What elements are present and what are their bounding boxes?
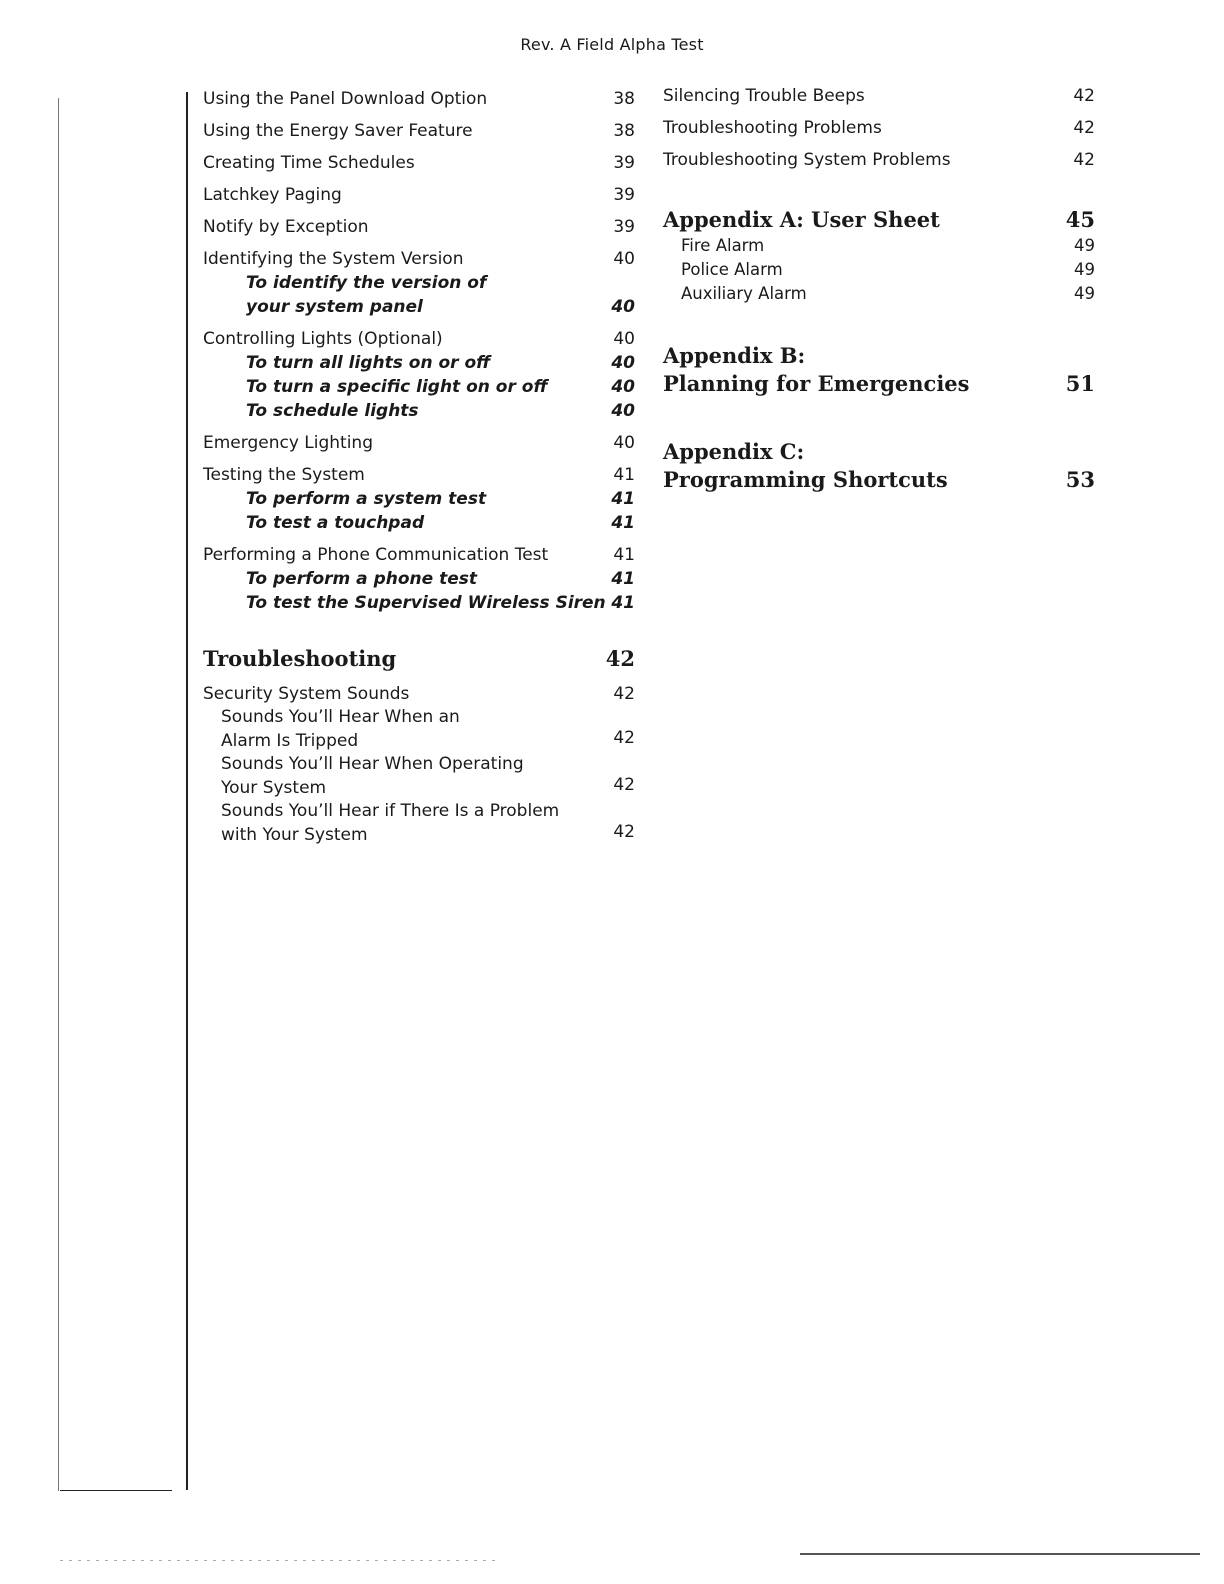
toc-subentry-label: To identify the version of — [246, 273, 487, 293]
toc-subentry-page: 49 — [1074, 284, 1095, 303]
toc-entry-label: Troubleshooting System Problems — [663, 150, 951, 170]
toc-subentry[interactable] — [203, 706, 635, 753]
section-title: Troubleshooting — [203, 646, 397, 671]
toc-entry[interactable] — [203, 544, 635, 567]
toc-entry-label: Latchkey Paging — [203, 185, 342, 205]
toc-subentry[interactable] — [203, 511, 635, 535]
toc-entry-page: 41 — [613, 465, 635, 485]
toc-subentry[interactable] — [203, 567, 635, 591]
toc-entry-page: 40 — [613, 249, 635, 269]
toc-subentry[interactable] — [203, 753, 635, 800]
toc-subentry-page: 42 — [613, 775, 635, 795]
toc-entry-page: 40 — [613, 433, 635, 453]
toc-subentry-page: 49 — [1074, 236, 1095, 255]
toc-subentry-page: 41 — [611, 569, 635, 589]
section-title: Appendix A: User Sheet — [663, 207, 940, 232]
content-rule — [186, 92, 188, 1490]
toc-subentry[interactable] — [663, 282, 1095, 306]
toc-entry[interactable] — [203, 432, 635, 455]
toc-subentry-page: 40 — [611, 401, 635, 421]
section-page: 53 — [1065, 467, 1095, 492]
toc-entry-label: Emergency Lighting — [203, 433, 373, 453]
toc-group-phone — [203, 544, 635, 615]
toc-entry-page: 42 — [613, 684, 635, 704]
toc-subentry-label: To perform a phone test — [246, 569, 477, 589]
toc-entry-page: 39 — [613, 153, 635, 173]
toc-entry-page: 42 — [1073, 150, 1095, 170]
toc-left-column — [203, 88, 635, 847]
toc-subentry-label: To test a touchpad — [246, 513, 425, 533]
toc-entry-label: Troubleshooting Problems — [663, 118, 882, 138]
toc-entry-page: 39 — [613, 217, 635, 237]
toc-subentry-page: 41 — [611, 513, 635, 533]
toc-subentry-label: Auxiliary Alarm — [681, 284, 807, 303]
toc-entry[interactable] — [663, 85, 1095, 108]
toc-subentry[interactable] — [203, 351, 635, 375]
toc-subentry[interactable] — [203, 591, 635, 615]
toc-entry-page: 40 — [613, 329, 635, 349]
toc-entry-page: 42 — [1073, 86, 1095, 106]
toc-subentry-page: 40 — [611, 353, 635, 373]
page-header: Rev. A Field Alpha Test — [520, 35, 704, 54]
left-margin-rule — [58, 98, 59, 1491]
toc-entry-label: Controlling Lights (Optional) — [203, 329, 443, 349]
toc-entry-label: Notify by Exception — [203, 217, 369, 237]
toc-subentry-label: To schedule lights — [246, 401, 419, 421]
toc-entry-label: Using the Energy Saver Feature — [203, 121, 473, 141]
section-title: Appendix C: — [663, 439, 805, 464]
toc-entry[interactable] — [203, 248, 635, 271]
toc-group-lights — [203, 328, 635, 423]
toc-section-troubleshooting[interactable] — [203, 645, 635, 673]
section-page: 45 — [1065, 207, 1095, 232]
toc-group-version — [203, 248, 635, 319]
toc-subentry-page: 41 — [611, 593, 635, 613]
section-title: Programming Shortcuts — [663, 467, 948, 492]
toc-subentry-label: Police Alarm — [681, 260, 783, 279]
toc-subentry-label: with Your System — [221, 824, 368, 845]
toc-subentry-label: Your System — [221, 777, 327, 798]
toc-entry-label: Testing the System — [203, 465, 365, 485]
toc-subentry-label: To test the Supervised Wireless Siren — [246, 593, 606, 613]
toc-entry-label: Creating Time Schedules — [203, 153, 415, 173]
section-page: 42 — [605, 646, 635, 671]
toc-entry[interactable] — [663, 149, 1095, 172]
toc-subentry-label: Alarm Is Tripped — [221, 730, 359, 751]
toc-subentry-label: your system panel — [246, 297, 423, 317]
toc-subentry-label: To perform a system test — [246, 489, 487, 509]
toc-subentry-label: Fire Alarm — [681, 236, 765, 255]
toc-subentry-page: 40 — [611, 377, 635, 397]
toc-subentry-page: 42 — [613, 728, 635, 748]
toc-entry[interactable] — [203, 216, 635, 239]
toc-subentry[interactable] — [203, 375, 635, 399]
toc-entry[interactable] — [203, 328, 635, 351]
section-title: Appendix B: — [663, 343, 806, 368]
toc-group-testing — [203, 464, 635, 535]
toc-subentry[interactable] — [663, 234, 1095, 258]
bottom-margin-rule — [60, 1490, 172, 1491]
toc-section-appendix-b[interactable] — [663, 342, 1095, 398]
toc-entry[interactable] — [203, 88, 635, 111]
scan-artifact — [800, 1553, 1200, 1555]
toc-subentry-label: Sounds You’ll Hear if There Is a Problem — [221, 801, 560, 821]
toc-section-appendix-c[interactable] — [663, 438, 1095, 494]
toc-subentry-page: 40 — [611, 297, 635, 317]
toc-entry-page: 38 — [613, 89, 635, 109]
toc-right-column — [663, 85, 1095, 494]
toc-subentry-label: Sounds You’ll Hear When an — [221, 707, 460, 727]
toc-entry-label: Performing a Phone Communication Test — [203, 545, 549, 565]
toc-entry-label: Silencing Trouble Beeps — [663, 86, 865, 106]
toc-subentry[interactable] — [203, 800, 635, 847]
toc-entry-page: 39 — [613, 185, 635, 205]
toc-entry-page: 41 — [613, 545, 635, 565]
section-page: 51 — [1065, 371, 1095, 396]
toc-entry[interactable] — [203, 184, 635, 207]
toc-subentry-page: 42 — [613, 822, 635, 842]
toc-entry[interactable] — [203, 683, 635, 706]
toc-subentry[interactable] — [203, 487, 635, 511]
toc-subentry-label: Sounds You’ll Hear When Operating — [221, 754, 524, 774]
section-title: Planning for Emergencies — [663, 371, 970, 396]
toc-subentry-label: To turn a specific light on or off — [246, 377, 548, 397]
toc-subentry-page: 49 — [1074, 260, 1095, 279]
toc-subentry[interactable] — [203, 399, 635, 423]
toc-subentry[interactable] — [663, 258, 1095, 282]
toc-subentry-label: To turn all lights on or off — [246, 353, 491, 373]
toc-section-appendix-a[interactable] — [663, 206, 1095, 234]
toc-entry-label: Identifying the System Version — [203, 249, 464, 269]
toc-entry[interactable] — [203, 152, 635, 175]
toc-subentry-page: 41 — [611, 489, 635, 509]
toc-entry[interactable] — [663, 117, 1095, 140]
toc-entry-label: Using the Panel Download Option — [203, 89, 488, 109]
toc-entry[interactable] — [203, 464, 635, 487]
toc-entry[interactable] — [203, 120, 635, 143]
scan-artifact — [60, 1560, 500, 1561]
toc-subentry[interactable] — [203, 271, 635, 319]
toc-entry-page: 38 — [613, 121, 635, 141]
toc-entry-label: Security System Sounds — [203, 684, 410, 704]
toc-entry-page: 42 — [1073, 118, 1095, 138]
